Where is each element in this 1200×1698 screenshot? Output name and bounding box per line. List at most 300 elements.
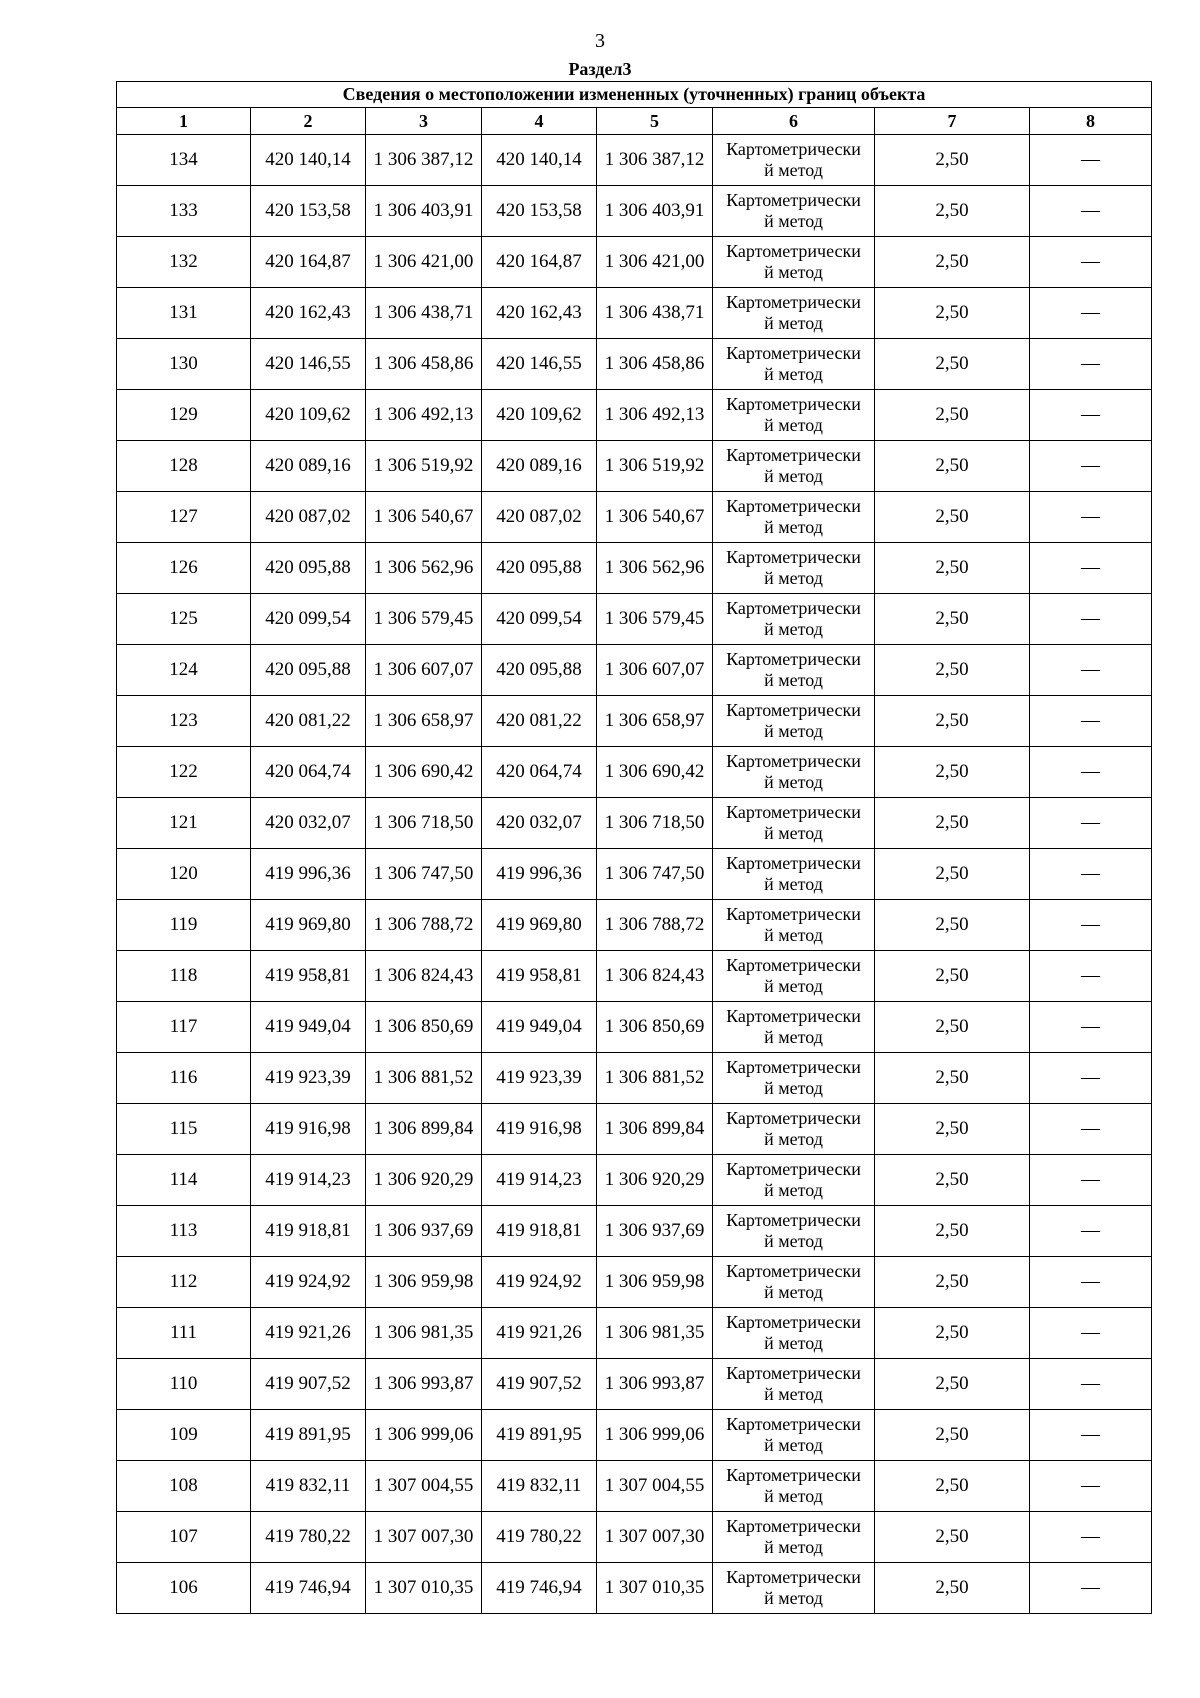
- method-text: й метод: [764, 1435, 823, 1455]
- table-row: [117, 135, 1152, 186]
- x-old-cell: 419 923,39: [251, 1053, 366, 1104]
- table-row: [117, 645, 1152, 696]
- description-cell: —: [1030, 951, 1152, 1002]
- table-row: [117, 1563, 1152, 1614]
- method-text: Картометрически: [726, 292, 861, 312]
- table-row: [117, 1053, 1152, 1104]
- accuracy-cell: 2,50: [875, 1359, 1030, 1410]
- description-cell: —: [1030, 186, 1152, 237]
- page-number: 3: [595, 30, 605, 52]
- y-new-cell: 1 306 937,69: [597, 1206, 713, 1257]
- method-cell: [713, 543, 875, 594]
- y-new-cell: 1 306 438,71: [597, 288, 713, 339]
- accuracy-cell: 2,50: [875, 594, 1030, 645]
- method-text: Картометрически: [726, 955, 861, 975]
- y-new-cell: 1 306 899,84: [597, 1104, 713, 1155]
- description-cell: —: [1030, 1206, 1152, 1257]
- accuracy-cell: 2,50: [875, 288, 1030, 339]
- table-row: [117, 186, 1152, 237]
- method-text: Картометрически: [726, 1108, 861, 1128]
- y-new-cell: 1 306 959,98: [597, 1257, 713, 1308]
- accuracy-cell: 2,50: [875, 1563, 1030, 1614]
- y-new-cell: 1 306 881,52: [597, 1053, 713, 1104]
- x-old-cell: 420 081,22: [251, 696, 366, 747]
- accuracy-cell: 2,50: [875, 1155, 1030, 1206]
- table-row: [117, 900, 1152, 951]
- point-number-cell: 116: [117, 1053, 251, 1104]
- method-text: й метод: [764, 1486, 823, 1506]
- table-row: [117, 1308, 1152, 1359]
- description-cell: —: [1030, 747, 1152, 798]
- method-text: й метод: [764, 976, 823, 996]
- accuracy-cell: 2,50: [875, 696, 1030, 747]
- table-row: [117, 849, 1152, 900]
- y-new-cell: 1 306 658,97: [597, 696, 713, 747]
- y-old-cell: 1 306 421,00: [366, 237, 482, 288]
- y-old-cell: 1 307 004,55: [366, 1461, 482, 1512]
- table-row: [117, 747, 1152, 798]
- table-row: [117, 1359, 1152, 1410]
- method-text: Картометрически: [726, 343, 861, 363]
- table-row: [117, 696, 1152, 747]
- accuracy-cell: 2,50: [875, 441, 1030, 492]
- method-cell: [713, 1155, 875, 1206]
- table-row: [117, 1461, 1152, 1512]
- point-number-cell: 118: [117, 951, 251, 1002]
- method-text: Картометрически: [726, 853, 861, 873]
- accuracy-cell: 2,50: [875, 951, 1030, 1002]
- method-cell: [713, 747, 875, 798]
- y-new-cell: 1 306 458,86: [597, 339, 713, 390]
- y-new-cell: 1 306 824,43: [597, 951, 713, 1002]
- method-text: й метод: [764, 1333, 823, 1353]
- method-text: Картометрически: [726, 700, 861, 720]
- y-old-cell: 1 306 981,35: [366, 1308, 482, 1359]
- accuracy-cell: 2,50: [875, 1206, 1030, 1257]
- section-title: Раздел3: [568, 59, 632, 79]
- x-new-cell: 420 089,16: [482, 441, 597, 492]
- y-old-cell: 1 306 492,13: [366, 390, 482, 441]
- method-text: й метод: [764, 721, 823, 741]
- method-text: й метод: [764, 415, 823, 435]
- y-old-cell: 1 306 881,52: [366, 1053, 482, 1104]
- accuracy-cell: 2,50: [875, 900, 1030, 951]
- x-old-cell: 420 089,16: [251, 441, 366, 492]
- y-old-cell: 1 306 658,97: [366, 696, 482, 747]
- y-old-cell: 1 306 999,06: [366, 1410, 482, 1461]
- method-text: й метод: [764, 925, 823, 945]
- y-old-cell: 1 306 920,29: [366, 1155, 482, 1206]
- accuracy-cell: 2,50: [875, 1308, 1030, 1359]
- method-text: Картометрически: [726, 190, 861, 210]
- x-old-cell: 419 914,23: [251, 1155, 366, 1206]
- x-new-cell: 419 916,98: [482, 1104, 597, 1155]
- x-old-cell: 419 924,92: [251, 1257, 366, 1308]
- accuracy-cell: 2,50: [875, 1104, 1030, 1155]
- method-text: Картометрически: [726, 241, 861, 261]
- x-old-cell: 420 099,54: [251, 594, 366, 645]
- table-row: [117, 543, 1152, 594]
- table-row: [117, 1002, 1152, 1053]
- y-old-cell: 1 306 438,71: [366, 288, 482, 339]
- method-cell: [713, 1104, 875, 1155]
- y-new-cell: 1 306 421,00: [597, 237, 713, 288]
- y-old-cell: 1 306 993,87: [366, 1359, 482, 1410]
- point-number-cell: 107: [117, 1512, 251, 1563]
- table-row: [117, 1410, 1152, 1461]
- x-old-cell: 420 087,02: [251, 492, 366, 543]
- y-new-cell: 1 307 010,35: [597, 1563, 713, 1614]
- table-row: [117, 1512, 1152, 1563]
- method-cell: [713, 1410, 875, 1461]
- y-old-cell: 1 306 718,50: [366, 798, 482, 849]
- method-text: й метод: [764, 1129, 823, 1149]
- accuracy-cell: 2,50: [875, 747, 1030, 798]
- table-row: [117, 390, 1152, 441]
- point-number-cell: 128: [117, 441, 251, 492]
- method-text: Картометрически: [726, 1312, 861, 1332]
- method-text: Картометрически: [726, 496, 861, 516]
- x-new-cell: 420 140,14: [482, 135, 597, 186]
- method-text: й метод: [764, 364, 823, 384]
- method-cell: [713, 237, 875, 288]
- description-cell: —: [1030, 237, 1152, 288]
- x-new-cell: 419 907,52: [482, 1359, 597, 1410]
- y-new-cell: 1 306 690,42: [597, 747, 713, 798]
- x-old-cell: 419 921,26: [251, 1308, 366, 1359]
- y-old-cell: 1 306 540,67: [366, 492, 482, 543]
- column-number-row: [117, 108, 1152, 135]
- method-cell: [713, 1308, 875, 1359]
- method-cell: [713, 951, 875, 1002]
- method-text: Картометрически: [726, 1210, 861, 1230]
- method-text: Картометрически: [726, 1414, 861, 1434]
- y-new-cell: 1 307 004,55: [597, 1461, 713, 1512]
- point-number-cell: 125: [117, 594, 251, 645]
- method-text: Картометрически: [726, 649, 861, 669]
- x-new-cell: 419 918,81: [482, 1206, 597, 1257]
- method-text: Картометрически: [726, 1363, 861, 1383]
- table-caption: Сведения о местоположении измененных (уточненных) границ объекта: [117, 82, 1152, 108]
- description-cell: —: [1030, 645, 1152, 696]
- accuracy-cell: 2,50: [875, 186, 1030, 237]
- point-number-cell: 119: [117, 900, 251, 951]
- method-text: Картометрически: [726, 547, 861, 567]
- method-cell: [713, 390, 875, 441]
- point-number-cell: 115: [117, 1104, 251, 1155]
- point-number-cell: 120: [117, 849, 251, 900]
- point-number-cell: 123: [117, 696, 251, 747]
- method-text: й метод: [764, 670, 823, 690]
- point-number-cell: 134: [117, 135, 251, 186]
- method-text: Картометрически: [726, 751, 861, 771]
- x-old-cell: 419 891,95: [251, 1410, 366, 1461]
- x-old-cell: 420 140,14: [251, 135, 366, 186]
- column-header: 2: [251, 108, 366, 135]
- accuracy-cell: 2,50: [875, 543, 1030, 594]
- accuracy-cell: 2,50: [875, 1257, 1030, 1308]
- y-old-cell: 1 306 579,45: [366, 594, 482, 645]
- x-old-cell: 420 095,88: [251, 645, 366, 696]
- x-new-cell: 420 081,22: [482, 696, 597, 747]
- point-number-cell: 124: [117, 645, 251, 696]
- x-new-cell: 419 780,22: [482, 1512, 597, 1563]
- y-new-cell: 1 306 540,67: [597, 492, 713, 543]
- description-cell: —: [1030, 288, 1152, 339]
- table-row: [117, 339, 1152, 390]
- x-old-cell: 420 109,62: [251, 390, 366, 441]
- accuracy-cell: 2,50: [875, 1002, 1030, 1053]
- y-old-cell: 1 306 824,43: [366, 951, 482, 1002]
- x-old-cell: 420 095,88: [251, 543, 366, 594]
- description-cell: —: [1030, 1563, 1152, 1614]
- x-new-cell: 420 087,02: [482, 492, 597, 543]
- method-cell: [713, 900, 875, 951]
- method-text: й метод: [764, 1588, 823, 1608]
- accuracy-cell: 2,50: [875, 1410, 1030, 1461]
- y-old-cell: 1 306 937,69: [366, 1206, 482, 1257]
- table-row: [117, 1206, 1152, 1257]
- x-new-cell: 420 164,87: [482, 237, 597, 288]
- y-old-cell: 1 306 747,50: [366, 849, 482, 900]
- x-new-cell: 419 949,04: [482, 1002, 597, 1053]
- y-new-cell: 1 306 999,06: [597, 1410, 713, 1461]
- column-header: 5: [597, 108, 713, 135]
- description-cell: —: [1030, 543, 1152, 594]
- y-old-cell: 1 306 403,91: [366, 186, 482, 237]
- x-new-cell: 420 162,43: [482, 288, 597, 339]
- table-caption-row: [117, 82, 1152, 108]
- y-new-cell: 1 306 562,96: [597, 543, 713, 594]
- y-new-cell: 1 306 403,91: [597, 186, 713, 237]
- x-new-cell: 420 153,58: [482, 186, 597, 237]
- method-text: Картометрически: [726, 394, 861, 414]
- description-cell: —: [1030, 390, 1152, 441]
- column-header: 6: [713, 108, 875, 135]
- x-new-cell: 420 095,88: [482, 543, 597, 594]
- description-cell: —: [1030, 1002, 1152, 1053]
- description-cell: —: [1030, 1512, 1152, 1563]
- description-cell: —: [1030, 798, 1152, 849]
- table-row: [117, 594, 1152, 645]
- accuracy-cell: 2,50: [875, 390, 1030, 441]
- x-new-cell: 420 109,62: [482, 390, 597, 441]
- y-new-cell: 1 306 920,29: [597, 1155, 713, 1206]
- point-number-cell: 106: [117, 1563, 251, 1614]
- point-number-cell: 126: [117, 543, 251, 594]
- description-cell: —: [1030, 441, 1152, 492]
- point-number-cell: 133: [117, 186, 251, 237]
- y-new-cell: 1 306 492,13: [597, 390, 713, 441]
- method-cell: [713, 492, 875, 543]
- y-new-cell: 1 306 519,92: [597, 441, 713, 492]
- table-row: [117, 288, 1152, 339]
- method-cell: [713, 1002, 875, 1053]
- table-row: [117, 1257, 1152, 1308]
- method-cell: [713, 798, 875, 849]
- accuracy-cell: 2,50: [875, 492, 1030, 543]
- y-old-cell: 1 306 562,96: [366, 543, 482, 594]
- table-row: [117, 1104, 1152, 1155]
- y-new-cell: 1 307 007,30: [597, 1512, 713, 1563]
- method-cell: [713, 849, 875, 900]
- description-cell: —: [1030, 1155, 1152, 1206]
- method-text: й метод: [764, 1384, 823, 1404]
- y-new-cell: 1 306 718,50: [597, 798, 713, 849]
- x-new-cell: 419 996,36: [482, 849, 597, 900]
- method-text: й метод: [764, 874, 823, 894]
- point-number-cell: 111: [117, 1308, 251, 1359]
- x-old-cell: 419 969,80: [251, 900, 366, 951]
- method-text: Картометрически: [726, 1567, 861, 1587]
- y-old-cell: 1 307 010,35: [366, 1563, 482, 1614]
- method-cell: [713, 441, 875, 492]
- y-new-cell: 1 306 579,45: [597, 594, 713, 645]
- method-text: Картометрически: [726, 598, 861, 618]
- column-header: 3: [366, 108, 482, 135]
- accuracy-cell: 2,50: [875, 135, 1030, 186]
- x-new-cell: 419 923,39: [482, 1053, 597, 1104]
- x-old-cell: 419 996,36: [251, 849, 366, 900]
- method-cell: [713, 1563, 875, 1614]
- method-cell: [713, 1461, 875, 1512]
- method-text: Картометрически: [726, 1159, 861, 1179]
- description-cell: —: [1030, 1410, 1152, 1461]
- y-new-cell: 1 306 850,69: [597, 1002, 713, 1053]
- y-new-cell: 1 306 607,07: [597, 645, 713, 696]
- point-number-cell: 109: [117, 1410, 251, 1461]
- y-old-cell: 1 306 690,42: [366, 747, 482, 798]
- x-old-cell: 419 746,94: [251, 1563, 366, 1614]
- x-old-cell: 419 916,98: [251, 1104, 366, 1155]
- x-new-cell: 419 746,94: [482, 1563, 597, 1614]
- method-cell: [713, 186, 875, 237]
- point-number-cell: 132: [117, 237, 251, 288]
- method-text: й метод: [764, 823, 823, 843]
- description-cell: —: [1030, 339, 1152, 390]
- method-text: Картометрически: [726, 1057, 861, 1077]
- method-cell: [713, 1359, 875, 1410]
- method-text: й метод: [764, 211, 823, 231]
- description-cell: —: [1030, 696, 1152, 747]
- y-new-cell: 1 306 387,12: [597, 135, 713, 186]
- x-old-cell: 420 032,07: [251, 798, 366, 849]
- x-old-cell: 419 907,52: [251, 1359, 366, 1410]
- column-header: 8: [1030, 108, 1152, 135]
- accuracy-cell: 2,50: [875, 849, 1030, 900]
- point-number-cell: 127: [117, 492, 251, 543]
- point-number-cell: 114: [117, 1155, 251, 1206]
- x-old-cell: 419 832,11: [251, 1461, 366, 1512]
- y-new-cell: 1 306 981,35: [597, 1308, 713, 1359]
- table-body: [117, 135, 1152, 1614]
- method-text: й метод: [764, 262, 823, 282]
- point-number-cell: 113: [117, 1206, 251, 1257]
- table-row: [117, 237, 1152, 288]
- column-header: 1: [117, 108, 251, 135]
- x-old-cell: 420 153,58: [251, 186, 366, 237]
- description-cell: —: [1030, 135, 1152, 186]
- method-text: Картометрически: [726, 802, 861, 822]
- method-text: й метод: [764, 619, 823, 639]
- y-old-cell: 1 306 788,72: [366, 900, 482, 951]
- method-text: Картометрически: [726, 1465, 861, 1485]
- y-old-cell: 1 306 959,98: [366, 1257, 482, 1308]
- y-old-cell: 1 306 899,84: [366, 1104, 482, 1155]
- method-text: й метод: [764, 466, 823, 486]
- x-old-cell: 419 949,04: [251, 1002, 366, 1053]
- x-new-cell: 419 914,23: [482, 1155, 597, 1206]
- method-cell: [713, 1206, 875, 1257]
- description-cell: —: [1030, 492, 1152, 543]
- method-text: Картометрически: [726, 904, 861, 924]
- point-number-cell: 112: [117, 1257, 251, 1308]
- coordinates-table: [116, 81, 1152, 1614]
- method-text: й метод: [764, 517, 823, 537]
- y-old-cell: 1 306 607,07: [366, 645, 482, 696]
- description-cell: —: [1030, 594, 1152, 645]
- method-text: Картометрически: [726, 1516, 861, 1536]
- x-new-cell: 419 969,80: [482, 900, 597, 951]
- method-text: й метод: [764, 1027, 823, 1047]
- table-row: [117, 1155, 1152, 1206]
- table-row: [117, 951, 1152, 1002]
- accuracy-cell: 2,50: [875, 237, 1030, 288]
- x-old-cell: 419 958,81: [251, 951, 366, 1002]
- method-cell: [713, 135, 875, 186]
- description-cell: —: [1030, 849, 1152, 900]
- method-cell: [713, 594, 875, 645]
- table-row: [117, 798, 1152, 849]
- y-new-cell: 1 306 747,50: [597, 849, 713, 900]
- accuracy-cell: 2,50: [875, 1512, 1030, 1563]
- method-text: Картометрически: [726, 445, 861, 465]
- method-text: й метод: [764, 160, 823, 180]
- point-number-cell: 108: [117, 1461, 251, 1512]
- accuracy-cell: 2,50: [875, 645, 1030, 696]
- method-text: й метод: [764, 313, 823, 333]
- x-new-cell: 419 891,95: [482, 1410, 597, 1461]
- x-old-cell: 420 064,74: [251, 747, 366, 798]
- x-new-cell: 420 146,55: [482, 339, 597, 390]
- x-new-cell: 420 032,07: [482, 798, 597, 849]
- method-cell: [713, 1053, 875, 1104]
- point-number-cell: 131: [117, 288, 251, 339]
- description-cell: —: [1030, 1461, 1152, 1512]
- point-number-cell: 117: [117, 1002, 251, 1053]
- method-text: Картометрически: [726, 139, 861, 159]
- accuracy-cell: 2,50: [875, 798, 1030, 849]
- method-text: Картометрически: [726, 1261, 861, 1281]
- x-old-cell: 420 164,87: [251, 237, 366, 288]
- description-cell: —: [1030, 1104, 1152, 1155]
- x-new-cell: 420 099,54: [482, 594, 597, 645]
- y-old-cell: 1 307 007,30: [366, 1512, 482, 1563]
- method-cell: [713, 645, 875, 696]
- method-text: Картометрически: [726, 1006, 861, 1026]
- method-text: й метод: [764, 1180, 823, 1200]
- description-cell: —: [1030, 1053, 1152, 1104]
- point-number-cell: 122: [117, 747, 251, 798]
- description-cell: —: [1030, 1308, 1152, 1359]
- x-old-cell: 419 918,81: [251, 1206, 366, 1257]
- method-text: й метод: [764, 568, 823, 588]
- description-cell: —: [1030, 900, 1152, 951]
- point-number-cell: 110: [117, 1359, 251, 1410]
- method-cell: [713, 1257, 875, 1308]
- y-new-cell: 1 306 788,72: [597, 900, 713, 951]
- point-number-cell: 129: [117, 390, 251, 441]
